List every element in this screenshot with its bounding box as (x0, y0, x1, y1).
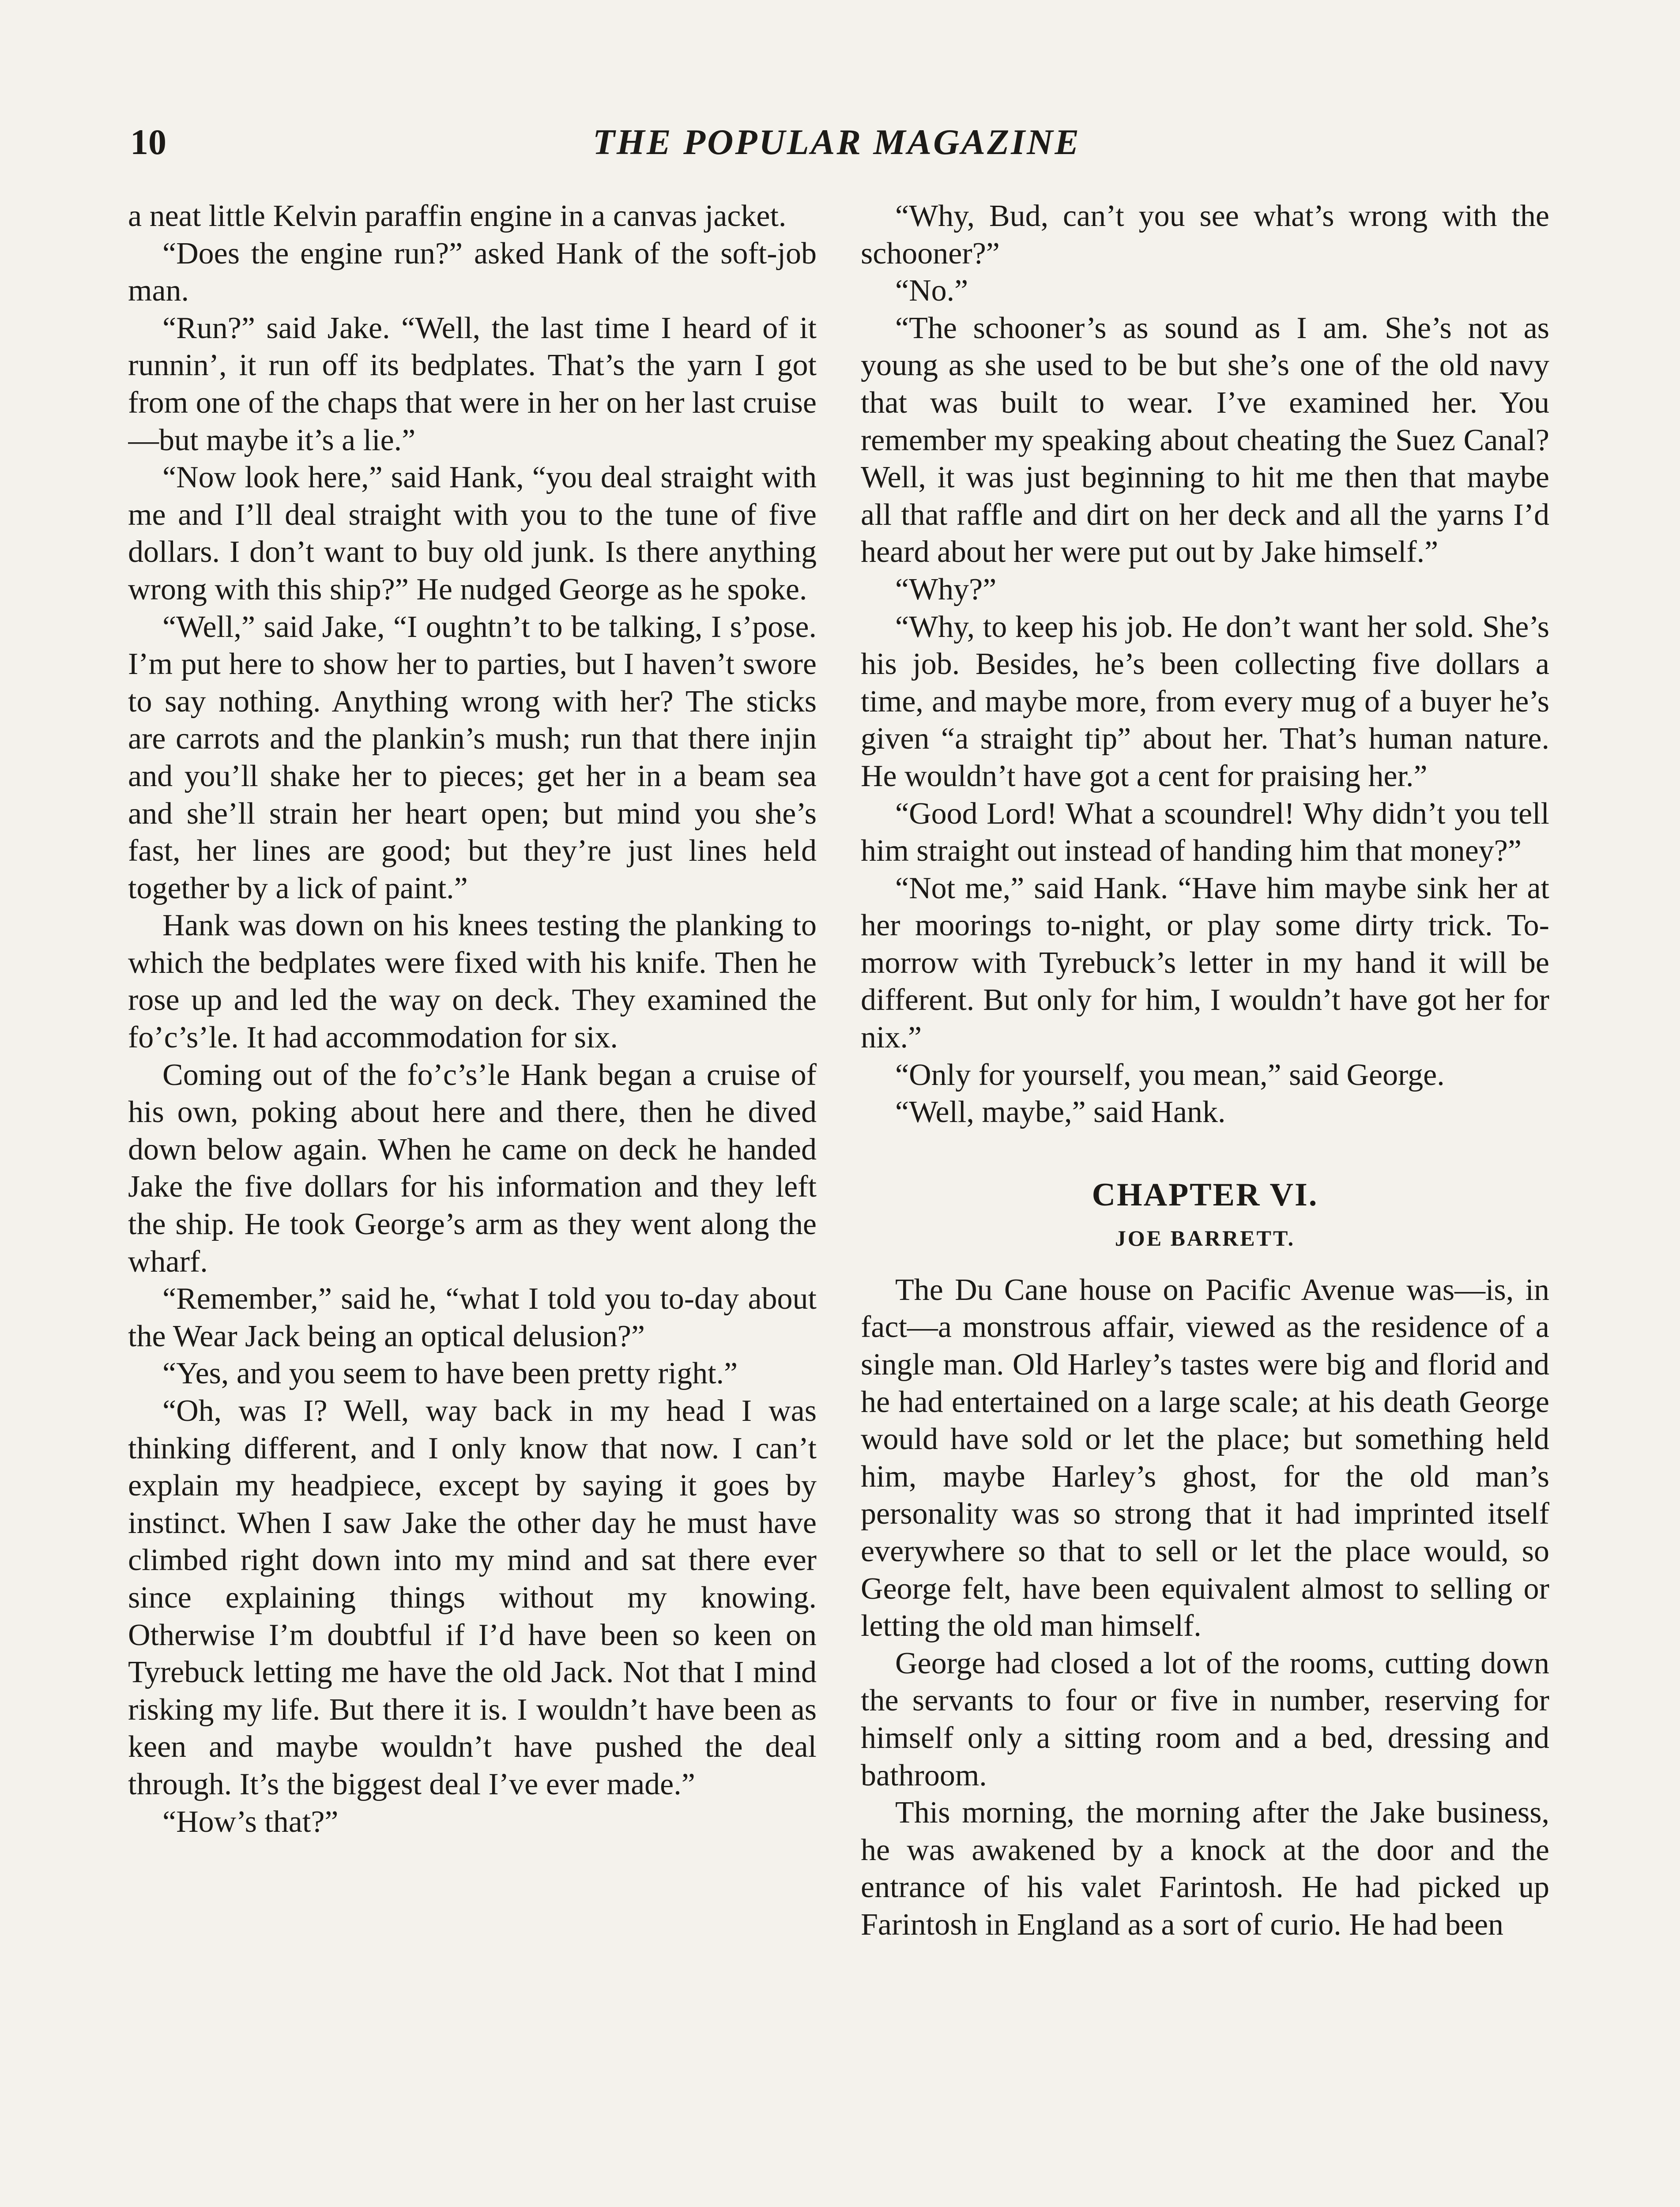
paragraph: “Run?” said Jake. “Well, the last time I heard of it runnin’, it run off its bedplates. That’s the yarn I got from one of the chaps that were in her on her last cruise—but maybe it’s a lie.” (128, 311, 817, 457)
paragraph: “Not me,” said Hank. “Have him maybe sink her at her moorings to-night, or play some dirty trick. To-morrow with Tyrebuck’s letter in my hand it will be different. But only for him, I wouldn’t have got her for nix.” (861, 871, 1549, 1055)
paragraph: “The schooner’s as sound as I am. She’s not as young as she used to be but she’s one of the old navy that was built to wear. I’ve examined her. You remember my speaking about cheating the Suez Canal? Well, it was just beginning to hit me then that maybe all that raffle and dirt on her deck and all the yarns I’d heard about her were put out by Jake himself.” (861, 311, 1549, 569)
magazine-title: THE POPULAR MAGAZINE (592, 122, 1081, 162)
paragraph: “Well,” said Jake, “I oughtn’t to be talking, I s’pose. I’m put here to show her to parties, but I haven’t swore to say nothing. Anything wrong with her? The sticks are carrots and the plankin’s mush; run that there injin and you’ll shake her to pieces; get her in a beam sea and she’ll strain her heart open; but mind you she’s fast, her lines are good; but they’re just lines held together by a lick of paint.” (128, 610, 817, 905)
paragraph: “Only for yourself, you mean,” said George. (895, 1058, 1445, 1092)
paragraph: “Good Lord! What a scoundrel! Why didn’t you tell him straight out instead of handing him that money?” (861, 796, 1549, 868)
paragraph: a neat little Kelvin paraffin engine in a canvas jacket. (128, 199, 787, 233)
chapter-subtitle: JOE BARRETT. (1115, 1225, 1296, 1250)
paragraph: “Remember,” said he, “what I told you to-day about the Wear Jack being an optical delusion?” (128, 1282, 817, 1353)
paragraph: “No.” (895, 274, 968, 308)
left-text-column (128, 198, 817, 2207)
paragraph: “Now look here,” said Hank, “you deal straight with me and I’ll deal straight with you to the tune of five dollars. I don’t want to buy old junk. Is there anything wrong with this ship?” He nudged George as he spoke. (128, 460, 817, 606)
paragraph: “Why, Bud, can’t you see what’s wrong with the schooner?” (861, 199, 1549, 271)
paragraph: “Oh, was I? Well, way back in my head I was thinking different, and I only know that now. I can’t explain my headpiece, except by saying it goes by instinct. When I saw Jake the other day he must have climbed right down into my mind and sat there ever since explaining things without my knowing. Otherwise I’m doubtful if I’d have been so keen on Tyrebuck letting me have the old Jack. Not that I mind risking my life. But there it is. I wouldn’t have been as keen and maybe wouldn’t have pushed the deal through. It’s the biggest deal I’ve ever made.” (128, 1394, 817, 1801)
paragraph: George had closed a lot of the rooms, cutting down the servants to four or five in number, reserving for himself only a sitting room and a bed, dressing and bathroom. (861, 1646, 1549, 1793)
paragraph: This morning, the morning after the Jake business, he was awakened by a knock at the door and the entrance of his valet Farintosh. He had picked up Farintosh in England as a sort of curio. He had been (861, 1796, 1549, 1942)
chapter-heading: CHAPTER VI. (1092, 1176, 1318, 1213)
paragraph: “Does the engine run?” asked Hank of the soft-job man. (128, 236, 817, 308)
paragraph: The Du Cane house on Pacific Avenue was—is, in fact—a monstrous affair, viewed as the residence of a single man. Old Harley’s tastes were big and florid and he had entertained on a large scale; at his death George would have sold or let the place; but something held him, maybe Harley’s ghost, for the old man’s personality was so strong that it had imprinted itself everywhere so that to sell or let the place would, so George felt, have been equivalent almost to selling or letting the old man himself. (861, 1273, 1549, 1643)
page-number: 10 (130, 122, 166, 162)
paragraph: Hank was down on his knees testing the planking to which the bedplates were fixed with his knife. Then he rose up and led the way on deck. They examined the fo’c’s’le. It had accommodation for six. (128, 908, 817, 1055)
paragraph: Coming out of the fo’c’s’le Hank began a cruise of his own, poking about here and there, then he dived down below again. When he came on deck he handed Jake the five dollars for his information and they left the ship. He took George’s arm as they went along the wharf. (128, 1058, 817, 1279)
running-header (130, 116, 1543, 169)
paragraph: “Well, maybe,” said Hank. (895, 1095, 1226, 1130)
paragraph: “Yes, and you seem to have been pretty right.” (162, 1356, 738, 1391)
right-text-column (861, 198, 1549, 2207)
paragraph: “Why?” (895, 572, 997, 606)
paragraph: “How’s that?” (162, 1804, 339, 1839)
paragraph: “Why, to keep his job. He don’t want her sold. She’s his job. Besides, he’s been collecting five dollars a time, and maybe more, from every mug of a buyer he’s given “a straight tip” about her. That’s human nature. He wouldn’t have got a cent for praising her.” (861, 610, 1549, 793)
